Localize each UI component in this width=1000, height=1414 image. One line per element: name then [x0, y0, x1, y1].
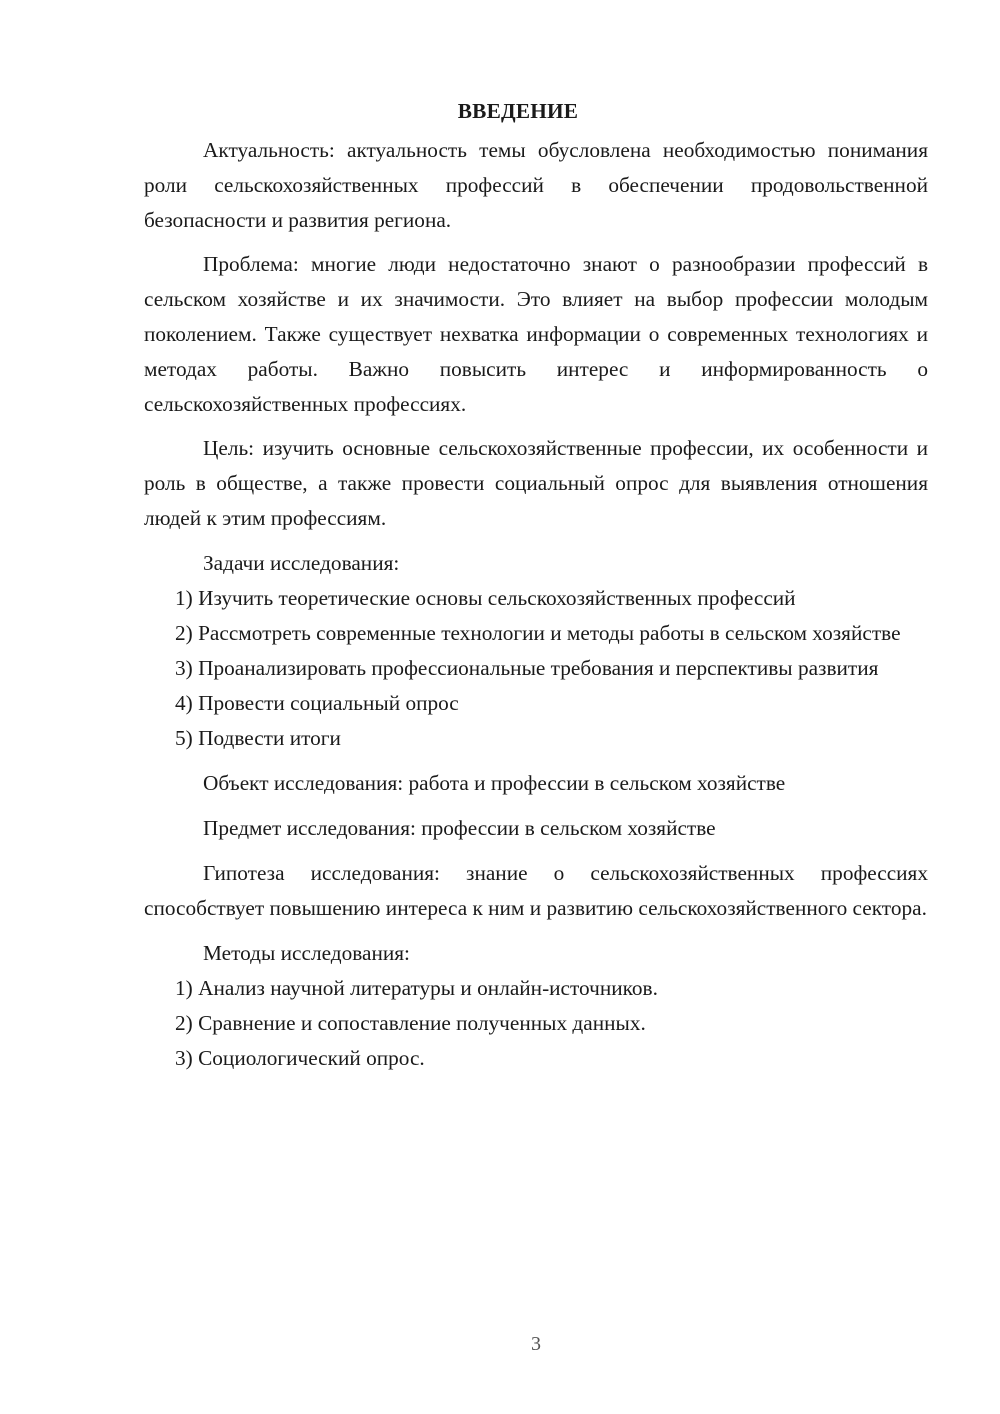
hypothesis-paragraph: Гипотеза исследования: знание о сельскохозяйственных профессиях способствует повышению интереса к ним и развитию сельскохозяйственного сектора.	[144, 861, 928, 920]
problem-paragraph: Проблема: многие люди недостаточно знают о разнообразии профессий в сельском хозяйстве и их значимости. Это влияет на выбор профессии молодым поколением. Также существует нехватка информации о современных технологиях и методах работы. Важно повысить интерес и информированность о сельскохозяйственных профессиях.	[144, 252, 928, 416]
section-heading: ВВЕДЕНИЕ	[457, 99, 579, 123]
subject-paragraph: Предмет исследования: профессии в сельском хозяйстве	[203, 816, 716, 840]
method-item: 1) Анализ научной литературы и онлайн-источников.	[175, 976, 658, 1000]
task-item: 2) Рассмотреть современные технологии и методы работы в сельском хозяйстве	[175, 621, 901, 645]
relevance-paragraph: Актуальность: актуальность темы обусловлена необходимостью понимания роли сельскохозяйственных профессий в обеспечении продовольственной безопасности и развития региона.	[144, 138, 928, 232]
task-item: 5) Подвести итоги	[175, 726, 341, 750]
tasks-heading: Задачи исследования:	[203, 551, 400, 575]
method-item: 3) Социологический опрос.	[175, 1046, 425, 1070]
document-page	[144, 92, 928, 1076]
method-item: 2) Сравнение и сопоставление полученных данных.	[175, 1011, 646, 1035]
page-number: 3	[531, 1333, 541, 1355]
task-item: 3) Проанализировать профессиональные требования и перспективы развития	[175, 656, 879, 680]
object-paragraph: Объект исследования: работа и профессии в сельском хозяйстве	[203, 771, 786, 795]
methods-heading: Методы исследования:	[203, 941, 410, 965]
task-item: 4) Провести социальный опрос	[175, 691, 459, 715]
task-item: 1) Изучить теоретические основы сельскохозяйственных профессий	[175, 586, 796, 610]
goal-paragraph: Цель: изучить основные сельскохозяйственные профессии, их особенности и роль в обществе, а также провести социальный опрос для выявления отношения людей к этим профессиям.	[144, 436, 928, 530]
